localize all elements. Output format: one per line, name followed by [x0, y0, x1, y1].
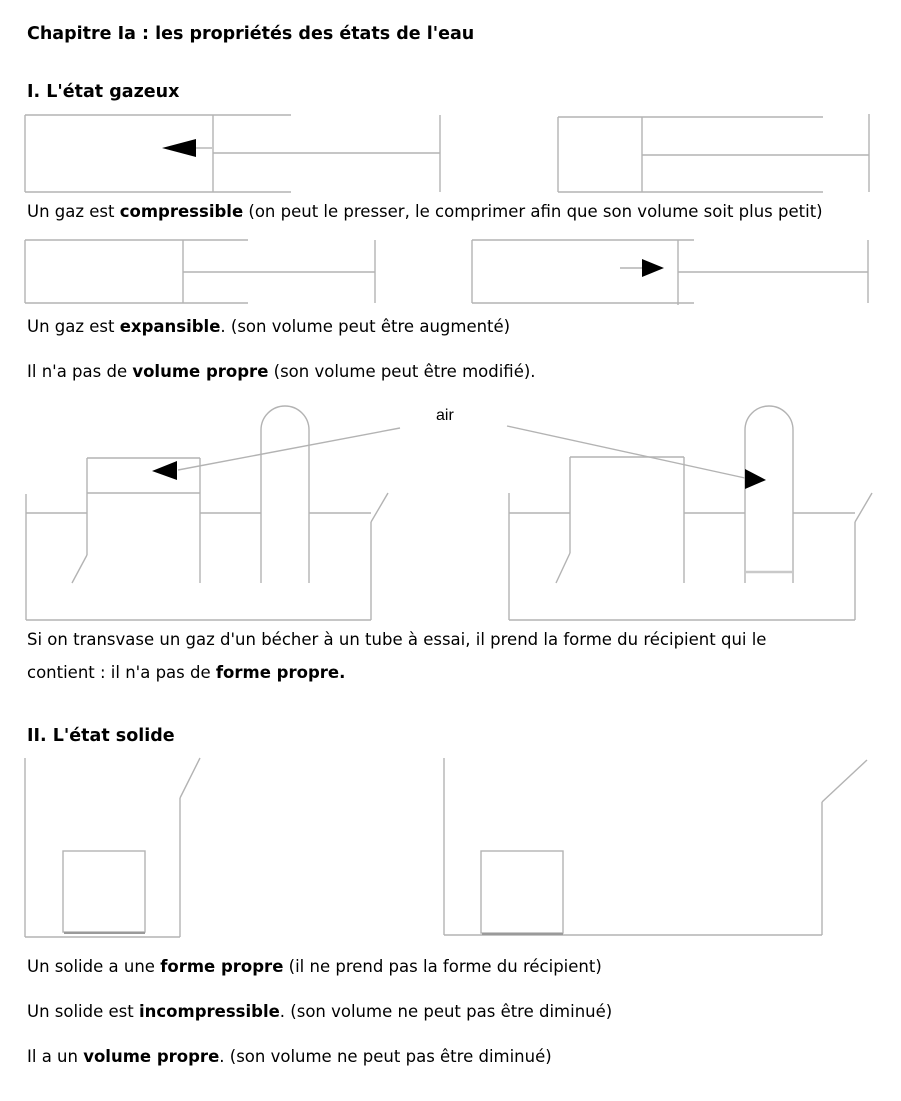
- text-segment: . (son volume ne peut pas être diminué): [219, 1047, 552, 1066]
- tank-spout: [371, 493, 388, 522]
- text-segment: (il ne prend pas la forme du récipient): [283, 957, 602, 976]
- beaker-tube-air-start-figure: [26, 406, 388, 620]
- beaker-left-flare: [72, 555, 87, 583]
- air-pointer-right-arrow-icon: [745, 469, 766, 489]
- keyword-volume-propre: volume propre: [132, 362, 269, 381]
- text-segment: Il a un: [27, 1047, 84, 1066]
- solid-in-tank-figure: [444, 758, 867, 935]
- paragraph-gas-volume: [27, 361, 536, 383]
- keyword-forme-propre: forme propre.: [215, 663, 346, 682]
- text-segment: Un gaz est: [27, 317, 120, 336]
- text-segment: Un solide est: [27, 1002, 139, 1021]
- keyword-incompressible: incompressible: [138, 1002, 280, 1021]
- text-segment: Il n'a pas de: [27, 362, 133, 381]
- text-segment: contient : il n'a pas de: [27, 663, 216, 682]
- text-segment: (on peut le presser, le comprimer afin que son volume soit plus petit): [243, 202, 823, 221]
- solid-in-beaker-figure: [25, 758, 200, 937]
- paragraph-gas-expansible: [27, 316, 510, 338]
- keyword-volume-propre-solide: volume propre: [83, 1047, 220, 1066]
- text-segment: Un solide a une: [27, 957, 161, 976]
- air-label: air: [436, 407, 454, 424]
- leader-line-right: [507, 426, 745, 478]
- syringe-compress-start-figure: [25, 115, 440, 192]
- paragraph-transvase-line2: [27, 662, 345, 684]
- beaker-left-flare: [556, 553, 570, 583]
- paragraph-gas-compressible: [27, 201, 823, 223]
- section-heading-solid: II. L'état solide: [27, 726, 175, 746]
- paragraph-solid-volume: [27, 1046, 552, 1068]
- text-segment: (son volume peut être modifié).: [268, 362, 536, 381]
- push-left-arrow-icon: [162, 139, 196, 157]
- document-title: Chapitre Ia : les propriétés des états de l'eau: [27, 24, 475, 44]
- solid-cube: [63, 851, 145, 932]
- test-tube-round-top: [745, 406, 793, 430]
- test-tube-round-top: [261, 406, 309, 430]
- keyword-expansible: expansible: [119, 317, 221, 336]
- air-pointer-left-arrow-icon: [152, 461, 177, 480]
- syringe-expand-end-figure: [472, 240, 868, 305]
- beaker-spout: [180, 758, 200, 798]
- keyword-forme-propre-solide: forme propre: [160, 957, 284, 976]
- pull-right-arrow-icon: [642, 259, 664, 277]
- syringe-expand-start-figure: [25, 240, 375, 303]
- paragraph-solid-shape: [27, 956, 602, 978]
- section-heading-gas: I. L'état gazeux: [27, 82, 180, 102]
- tank-spout: [855, 493, 872, 522]
- syringe-compress-end-figure: [558, 114, 869, 192]
- text-segment: . (son volume peut être augmenté): [220, 317, 511, 336]
- text-segment: Un gaz est: [27, 202, 120, 221]
- tank-spout: [822, 760, 867, 802]
- leader-line-left: [178, 428, 400, 470]
- paragraph-transvase-line1: Si on transvase un gaz d'un bécher à un tube à essai, il prend la forme du récipient qui le: [27, 630, 767, 649]
- keyword-compressible: compressible: [119, 202, 244, 221]
- paragraph-solid-incompressible: [27, 1001, 612, 1023]
- text-segment: . (son volume ne peut pas être diminué): [279, 1002, 613, 1021]
- solid-cube: [481, 851, 563, 933]
